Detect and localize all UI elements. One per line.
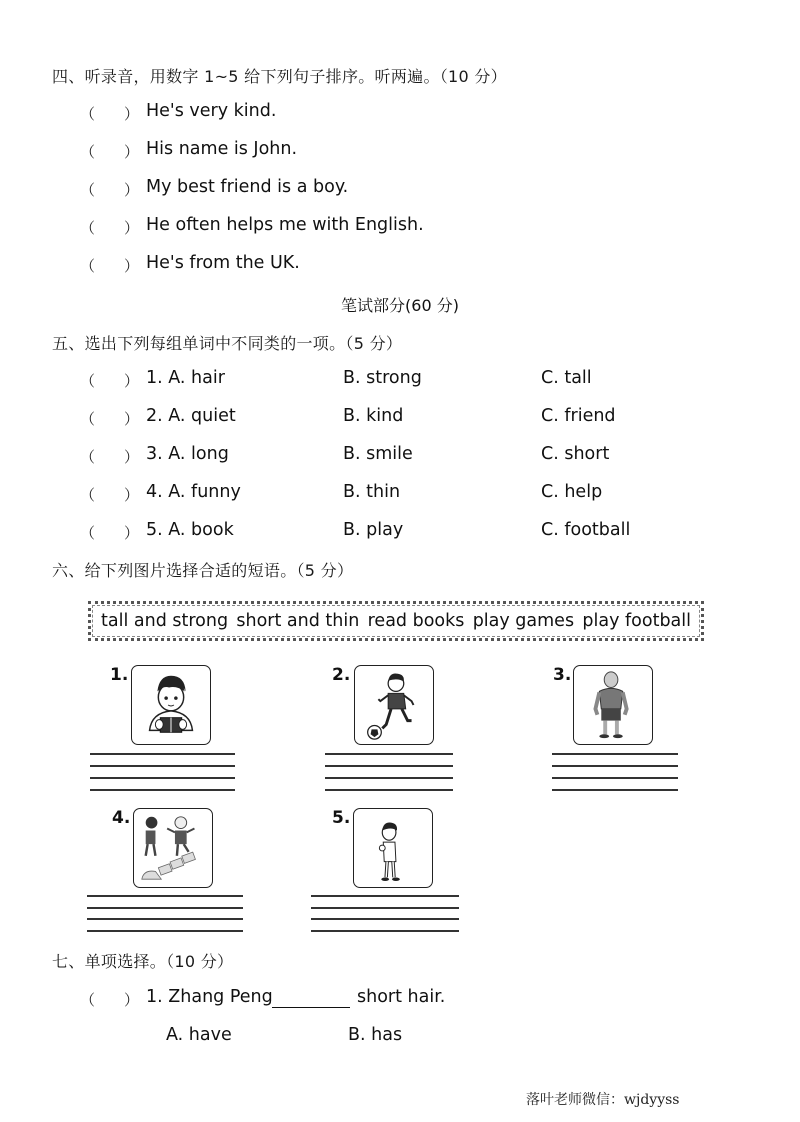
answer-paren-close: ） <box>124 181 140 199</box>
writing-line[interactable] <box>325 789 453 791</box>
answer-blank[interactable] <box>92 481 128 503</box>
picture-number: 1. <box>110 665 129 685</box>
picture-number: 3. <box>553 665 572 685</box>
footer-watermark: 落叶老师微信：wjdyyss <box>526 1092 680 1108</box>
short-thin-boy-image <box>353 808 433 888</box>
writing-line[interactable] <box>90 765 235 767</box>
section4-heading: 四、听录音，用数字 1~5 给下列句子排序。听两遍。（10 分） <box>52 67 507 86</box>
writing-line[interactable] <box>87 895 243 897</box>
boy-playing-football-image <box>354 665 434 745</box>
option-a: 2. A. quiet <box>146 406 236 426</box>
writing-line[interactable] <box>311 907 459 909</box>
option-c: C. short <box>541 444 610 464</box>
answer-blank[interactable] <box>92 405 128 427</box>
option-b: B. thin <box>343 482 401 502</box>
answer-paren-open: （ <box>80 524 96 542</box>
answer-paren-close: ） <box>124 524 140 542</box>
writing-line[interactable] <box>552 753 678 755</box>
writing-line[interactable] <box>552 789 678 791</box>
option-b: B. has <box>348 1025 403 1045</box>
option-b: B. play <box>343 520 404 540</box>
answer-paren-close: ） <box>124 991 140 1009</box>
answer-paren-close: ） <box>124 219 140 237</box>
option-a: 4. A. funny <box>146 482 241 502</box>
answer-paren-open: （ <box>80 448 96 466</box>
option-c: C. football <box>541 520 631 540</box>
answer-paren-open: （ <box>80 257 96 275</box>
boy-reading-image <box>131 665 211 745</box>
sentence-text: My best friend is a boy. <box>146 177 349 197</box>
writing-line[interactable] <box>325 753 453 755</box>
answer-paren-open: （ <box>80 105 96 123</box>
answer-paren-close: ） <box>124 448 140 466</box>
question-stem-before: 1. Zhang Peng <box>146 987 273 1007</box>
section6-heading: 六、给下列图片选择合适的短语。（5 分） <box>52 561 354 580</box>
section5-heading: 五、选出下列每组单词中不同类的一项。（5 分） <box>52 334 403 353</box>
option-a: 5. A. book <box>146 520 234 540</box>
option-c: C. help <box>541 482 603 502</box>
answer-paren-open: （ <box>80 410 96 428</box>
answer-blank[interactable] <box>92 443 128 465</box>
writing-line[interactable] <box>87 918 243 920</box>
writing-line[interactable] <box>552 777 678 779</box>
writing-line[interactable] <box>87 930 243 932</box>
answer-paren-open: （ <box>80 219 96 237</box>
answer-paren-close: ） <box>124 410 140 428</box>
writing-line[interactable] <box>87 907 243 909</box>
phrase-bank <box>88 601 704 641</box>
option-b: B. strong <box>343 368 422 388</box>
answer-paren-close: ） <box>124 105 140 123</box>
writing-line[interactable] <box>311 918 459 920</box>
answer-blank[interactable] <box>92 138 128 160</box>
answer-paren-open: （ <box>80 181 96 199</box>
phrase-item: short and thin <box>236 611 360 631</box>
sentence-text: He often helps me with English. <box>146 215 424 235</box>
option-a: 3. A. long <box>146 444 229 464</box>
phrase-item: read books <box>367 611 465 631</box>
written-part-title: 笔试部分(60 分) <box>341 296 459 315</box>
phrase-item: play games <box>472 611 575 631</box>
writing-line[interactable] <box>90 753 235 755</box>
writing-line[interactable] <box>90 789 235 791</box>
sentence-text: He's from the UK. <box>146 253 300 273</box>
picture-number: 4. <box>112 808 131 828</box>
option-c: C. friend <box>541 406 616 426</box>
option-a: A. have <box>166 1025 232 1045</box>
answer-blank[interactable] <box>92 252 128 274</box>
answer-blank[interactable] <box>92 519 128 541</box>
picture-number: 2. <box>332 665 351 685</box>
answer-paren-open: （ <box>80 372 96 390</box>
sentence-text: His name is John. <box>146 139 298 159</box>
writing-line[interactable] <box>325 765 453 767</box>
phrase-item: play football <box>582 611 691 631</box>
writing-line[interactable] <box>325 777 453 779</box>
sentence-text: He's very kind. <box>146 101 277 121</box>
writing-line[interactable] <box>311 930 459 932</box>
answer-blank[interactable] <box>92 214 128 236</box>
phrase-item: tall and strong <box>101 611 229 631</box>
answer-blank[interactable] <box>92 367 128 389</box>
writing-line[interactable] <box>552 765 678 767</box>
question-stem-after: short hair. <box>357 987 446 1007</box>
answer-paren-close: ） <box>124 143 140 161</box>
section7-heading: 七、单项选择。（10 分） <box>52 952 234 971</box>
writing-line[interactable] <box>311 895 459 897</box>
answer-paren-open: （ <box>80 486 96 504</box>
answer-paren-close: ） <box>124 257 140 275</box>
tall-strong-man-image <box>573 665 653 745</box>
answer-blank[interactable] <box>92 176 128 198</box>
option-b: B. smile <box>343 444 413 464</box>
picture-number: 5. <box>332 808 351 828</box>
answer-paren-open: （ <box>80 143 96 161</box>
writing-line[interactable] <box>90 777 235 779</box>
option-a: 1. A. hair <box>146 368 225 388</box>
fill-in-blank[interactable] <box>272 991 350 1008</box>
children-playing-games-image <box>133 808 213 888</box>
option-b: B. kind <box>343 406 404 426</box>
answer-paren-open: （ <box>80 991 96 1009</box>
answer-blank[interactable] <box>92 100 128 122</box>
answer-blank[interactable] <box>92 986 128 1008</box>
answer-paren-close: ） <box>124 486 140 504</box>
option-c: C. tall <box>541 368 592 388</box>
answer-paren-close: ） <box>124 372 140 390</box>
